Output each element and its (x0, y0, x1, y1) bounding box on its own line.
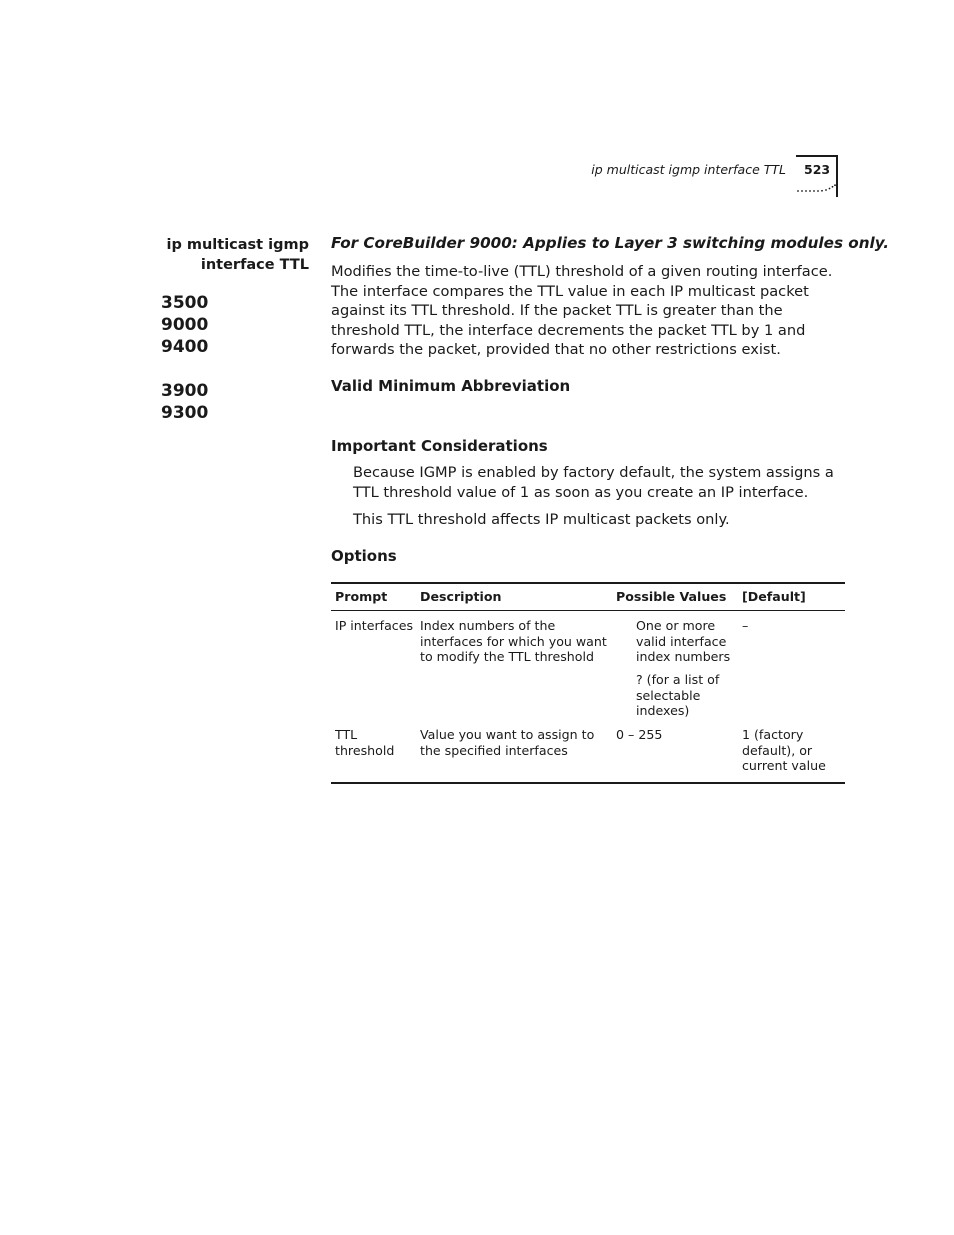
consideration-paragraph: This TTL threshold affects IP multicast packets only. (353, 511, 730, 528)
table-header-row (331, 584, 845, 610)
cell-description: Index numbers of the interfaces for which you want to modify the TTL threshold (420, 618, 607, 665)
header-rule-horizontal (796, 155, 837, 157)
table-row (331, 721, 845, 782)
command-title (150, 235, 309, 275)
model-number: 3900 (161, 381, 209, 401)
cell-default: – (742, 618, 749, 633)
command-title-line1: ip multicast igmp (166, 237, 309, 253)
important-considerations-heading: Important Considerations (331, 437, 548, 455)
model-number: 9300 (161, 403, 209, 423)
column-header-description: Description (420, 589, 502, 604)
options-table (331, 582, 845, 784)
table-row (331, 611, 845, 721)
options-heading: Options (331, 547, 397, 565)
table-bottom-rule (331, 782, 845, 784)
command-title-line2: interface TTL (200, 257, 309, 273)
cell-default: 1 (factory default), or current value (742, 727, 826, 774)
running-header-title: ip multicast igmp interface TTL (591, 162, 786, 177)
column-header-possible-values: Possible Values (616, 589, 727, 604)
consideration-paragraph: Because IGMP is enabled by factory default, the system assigns a TTL threshold value of 1 as soon as you create an IP interface. (353, 464, 834, 501)
page-number: 523 (804, 162, 831, 177)
column-header-default: [Default] (742, 589, 806, 604)
cell-prompt: IP interfaces (335, 618, 414, 633)
model-number: 9000 (161, 315, 209, 335)
header-dotted-curve (796, 184, 838, 194)
cell-prompt: TTL threshold (335, 727, 395, 758)
platform-models (161, 292, 208, 424)
model-number: 3500 (161, 293, 209, 313)
cell-possible-value: 0 – 255 (616, 727, 663, 742)
column-header-prompt: Prompt (335, 589, 388, 604)
command-description: Modifies the time-to-live (TTL) threshold of a given routing interface. The interface compares the TTL value in each IP multicast packet against its TTL threshold. If the packet TTL is greater than the threshold TTL, the interface decrements the packet TTL by 1 and forwards the packet, provided that no other restrictions exist. (331, 263, 833, 359)
cell-possible-value: ? (for a list of selectable indexes) (636, 672, 720, 719)
cell-description: Value you want to assign to the specified interfaces (420, 727, 595, 758)
applies-note: For CoreBuilder 9000: Applies to Layer 3 switching modules only. (331, 234, 889, 252)
valid-minimum-abbreviation-heading: Valid Minimum Abbreviation (331, 377, 571, 395)
cell-possible-value: One or more valid interface index numbers (636, 618, 731, 665)
model-number: 9400 (161, 337, 209, 357)
